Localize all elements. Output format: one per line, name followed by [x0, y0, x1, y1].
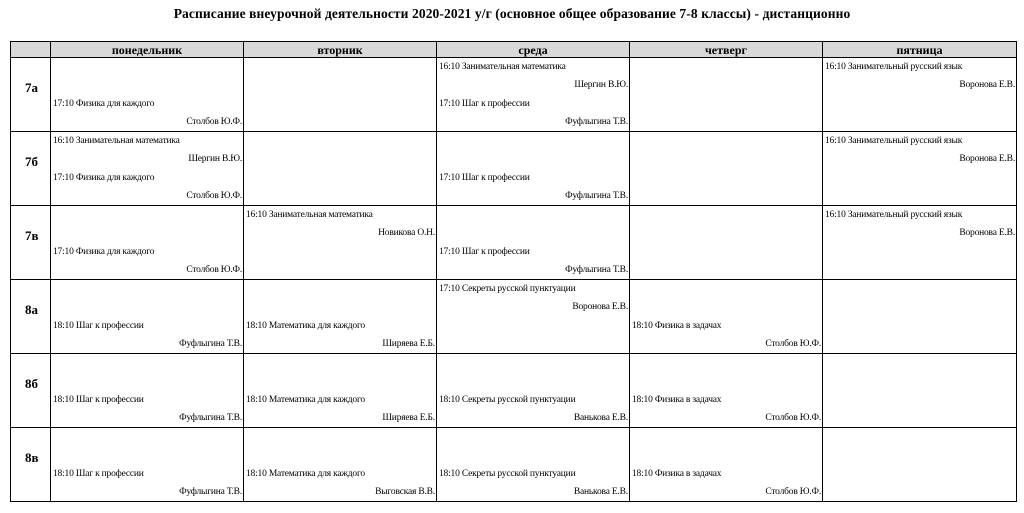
lesson-entry [51, 135, 243, 165]
schedule-cell [244, 58, 437, 132]
lesson-subject: 18:10 Секреты русской пунктуации [439, 469, 576, 479]
lesson-teacher: Шергин В.Ю. [574, 80, 628, 90]
lesson-entry [630, 320, 822, 350]
lesson-teacher: Столбов Ю.Ф. [186, 191, 242, 201]
lesson-subject: 17:10 Шаг к профессии [439, 99, 530, 109]
schedule-cell [51, 206, 244, 280]
page-title: Расписание внеурочной деятельности 2020-2021 у/г (основное общее образование 7-8 классы) - дистанционно [173, 6, 851, 21]
lesson-entry [823, 135, 1016, 165]
class-label-cell [11, 428, 51, 502]
lesson-teacher: Фуфлыгина Т.В. [179, 413, 242, 423]
class-label-cell [11, 206, 51, 280]
day-header-monday: понедельник [51, 42, 244, 58]
schedule-cell [630, 206, 823, 280]
lesson-teacher: Ширяева Е.Б. [382, 413, 435, 423]
lesson-teacher: Фуфлыгина Т.В. [179, 487, 242, 497]
lesson-subject: 17:10 Секреты русской пунктуации [439, 284, 576, 294]
lesson-entry [437, 246, 629, 276]
lesson-subject: 16:10 Занимательная математика [53, 136, 180, 146]
lesson-teacher: Столбов Ю.Ф. [186, 117, 242, 127]
schedule-cell [437, 58, 630, 132]
lesson-teacher: Ширяева Е.Б. [382, 339, 435, 349]
lesson-entry [244, 394, 436, 424]
lesson-subject: 18:10 Шаг к профессии [53, 321, 144, 331]
schedule-cell [823, 280, 1017, 354]
lesson-subject: 18:10 Физика в задачах [632, 395, 722, 405]
schedule-cell [823, 58, 1017, 132]
lesson-entry [51, 98, 243, 128]
table-row [11, 280, 1017, 354]
schedule-cell [823, 354, 1017, 428]
lesson-teacher: Столбов Ю.Ф. [765, 487, 821, 497]
lesson-entry [51, 468, 243, 498]
lesson-teacher: Воронова Е.В. [959, 154, 1015, 164]
day-header-thursday: четверг [630, 42, 823, 58]
lesson-subject: 17:10 Шаг к профессии [439, 173, 530, 183]
schedule-cell [244, 132, 437, 206]
lesson-entry [51, 246, 243, 276]
lesson-subject: 18:10 Секреты русской пунктуации [439, 395, 576, 405]
lesson-entry [437, 283, 629, 313]
header-row [11, 42, 1017, 58]
lesson-teacher: Ванькова Е.В. [573, 413, 628, 423]
schedule-table [10, 41, 1017, 502]
lesson-subject: 16:10 Занимательный русский язык [825, 136, 963, 146]
lesson-entry [437, 468, 629, 498]
table-row [11, 132, 1017, 206]
table-row [11, 428, 1017, 502]
day-header-tuesday: вторник [244, 42, 437, 58]
schedule-cell [823, 428, 1017, 502]
day-header-friday: пятница [823, 42, 1017, 58]
lesson-teacher: Воронова Е.В. [959, 80, 1015, 90]
schedule-cell [630, 428, 823, 502]
class-label: 8в [25, 450, 39, 465]
lesson-entry [823, 61, 1016, 91]
lesson-teacher: Выговская В.В. [375, 487, 435, 497]
lesson-subject: 16:10 Занимательный русский язык [825, 210, 963, 220]
lesson-subject: 18:10 Математика для каждого [246, 321, 365, 331]
day-header-wednesday: среда [437, 42, 630, 58]
lesson-subject: 17:10 Физика для каждого [53, 247, 155, 257]
lesson-subject: 18:10 Шаг к профессии [53, 395, 144, 405]
schedule-cell [51, 58, 244, 132]
lesson-entry [244, 468, 436, 498]
class-label: 7в [25, 228, 39, 243]
table-row [11, 58, 1017, 132]
schedule-cell [437, 280, 630, 354]
lesson-subject: 17:10 Физика для каждого [53, 99, 155, 109]
schedule-cell [244, 428, 437, 502]
lesson-teacher: Воронова Е.В. [572, 302, 628, 312]
lesson-teacher: Столбов Ю.Ф. [765, 413, 821, 423]
lesson-subject: 18:10 Математика для каждого [246, 395, 365, 405]
lesson-entry [630, 468, 822, 498]
lesson-teacher: Фуфлыгина Т.В. [179, 339, 242, 349]
lesson-entry [823, 209, 1016, 239]
class-label: 8а [25, 302, 38, 317]
lesson-entry [437, 172, 629, 202]
class-label-cell [11, 280, 51, 354]
corner-cell [11, 42, 51, 58]
lesson-subject: 16:10 Занимательный русский язык [825, 62, 963, 72]
class-label: 8б [25, 376, 38, 391]
schedule-cell [630, 58, 823, 132]
lesson-entry [437, 394, 629, 424]
class-label: 7а [25, 80, 38, 95]
lesson-subject: 18:10 Математика для каждого [246, 469, 365, 479]
lesson-subject: 18:10 Шаг к профессии [53, 469, 144, 479]
lesson-entry [437, 61, 629, 91]
schedule-cell [51, 280, 244, 354]
table-row [11, 354, 1017, 428]
schedule-cell [823, 206, 1017, 280]
lesson-teacher: Фуфлыгина Т.В. [565, 117, 628, 127]
schedule-cell [823, 132, 1017, 206]
schedule-cell [244, 206, 437, 280]
schedule-cell [630, 280, 823, 354]
schedule-cell [437, 354, 630, 428]
lesson-entry [437, 98, 629, 128]
schedule-cell [244, 280, 437, 354]
lesson-subject: 18:10 Физика в задачах [632, 321, 722, 331]
lesson-teacher: Шергин В.Ю. [188, 154, 242, 164]
lesson-teacher: Ванькова Е.В. [573, 487, 628, 497]
schedule-cell [51, 132, 244, 206]
schedule-cell [51, 428, 244, 502]
lesson-teacher: Столбов Ю.Ф. [186, 265, 242, 275]
schedule-cell [51, 354, 244, 428]
lesson-entry [51, 172, 243, 202]
lesson-entry [244, 209, 436, 239]
lesson-subject: 16:10 Занимательная математика [246, 210, 373, 220]
lesson-subject: 16:10 Занимательная математика [439, 62, 566, 72]
class-label-cell [11, 354, 51, 428]
lesson-teacher: Воронова Е.В. [959, 228, 1015, 238]
class-label-cell [11, 58, 51, 132]
lesson-teacher: Фуфлыгина Т.В. [565, 191, 628, 201]
lesson-subject: 17:10 Шаг к профессии [439, 247, 530, 257]
schedule-cell [630, 354, 823, 428]
lesson-teacher: Фуфлыгина Т.В. [565, 265, 628, 275]
schedule-cell [437, 206, 630, 280]
table-row [11, 206, 1017, 280]
lesson-teacher: Столбов Ю.Ф. [765, 339, 821, 349]
schedule-cell [630, 132, 823, 206]
lesson-subject: 17:10 Физика для каждого [53, 173, 155, 183]
lesson-teacher: Новикова О.Н. [378, 228, 435, 238]
class-label-cell [11, 132, 51, 206]
lesson-entry [51, 320, 243, 350]
lesson-subject: 18:10 Физика в задачах [632, 469, 722, 479]
schedule-cell [437, 428, 630, 502]
lesson-entry [244, 320, 436, 350]
lesson-entry [51, 394, 243, 424]
schedule-cell [244, 354, 437, 428]
schedule-cell [437, 132, 630, 206]
class-label: 7б [25, 154, 38, 169]
lesson-entry [630, 394, 822, 424]
